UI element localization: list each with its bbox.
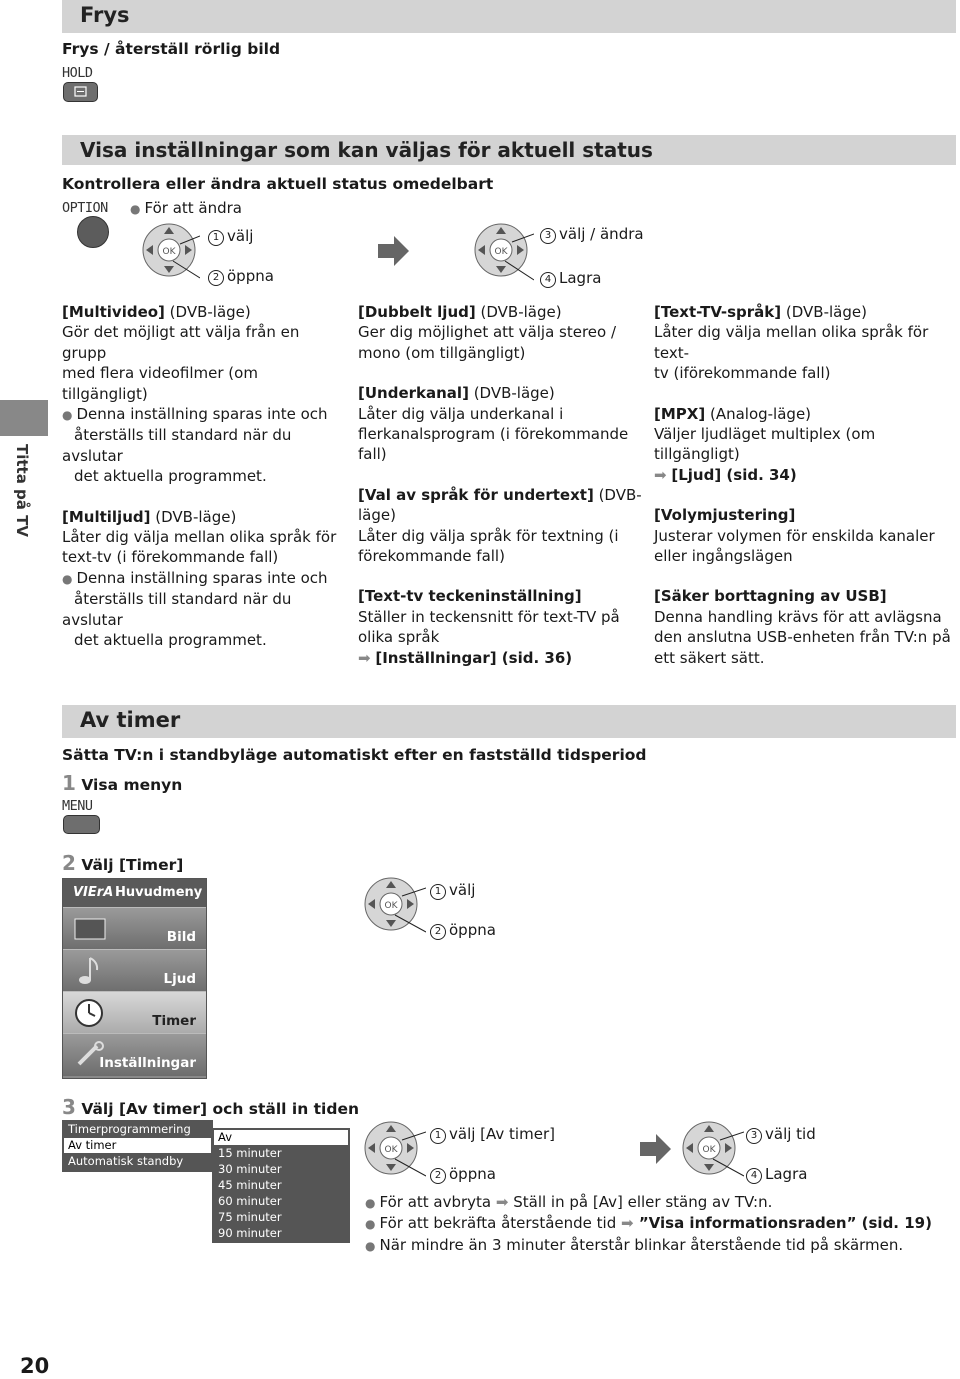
menu-item-bild[interactable]: Bild bbox=[63, 907, 206, 950]
freeze-icon bbox=[64, 83, 97, 101]
clock-icon bbox=[73, 996, 107, 1030]
navigation-pad-icon[interactable] bbox=[362, 876, 426, 936]
option-item[interactable]: 75 minuter bbox=[218, 1210, 282, 1224]
option-underkanal: [Underkanal] (DVB-läge) Låter dig välja underkanal i flerkanalsprogram (i förekommande fall) bbox=[358, 384, 629, 464]
reference-link[interactable]: ”Visa informationsraden” (sid. 19) bbox=[633, 1214, 932, 1233]
av-step-b3-label: 3 välj tid bbox=[746, 1124, 816, 1144]
section-title: Frys bbox=[80, 3, 130, 27]
option-text-tv-sprak: [Text-TV-språk] (DVB-läge) Låter dig välja mellan olika språk för text- tv (iförekommande fall) bbox=[654, 303, 929, 383]
hold-key-label: HOLD bbox=[62, 65, 93, 81]
options-column-1 bbox=[62, 302, 347, 651]
menu-button[interactable] bbox=[63, 815, 100, 834]
option-text-tv-teckeninstallning: [Text-tv teckeninställning] Ställer in teckensnitt för text-TV på olika språk ➡ [Inställningar] (sid. 36) bbox=[358, 587, 620, 667]
brand-logo: VIErA bbox=[73, 885, 114, 900]
next-arrow-icon bbox=[378, 236, 410, 266]
picture-icon bbox=[71, 913, 111, 943]
section-title: Av timer bbox=[80, 708, 181, 732]
list-item-selected[interactable]: Av timer bbox=[64, 1138, 211, 1153]
svg-text:OK: OK bbox=[384, 901, 398, 911]
reference-arrow-icon: ➡ bbox=[654, 465, 667, 484]
step-2-label: 2 öppna bbox=[208, 266, 274, 286]
step-2-heading: 2 Välj [Timer] bbox=[62, 851, 184, 875]
option-volymjustering: [Volymjustering] Justerar volymen för enskilda kanaler eller ingångslägen bbox=[654, 506, 935, 566]
svg-text:OK: OK bbox=[384, 1145, 398, 1155]
navigation-pad-icon[interactable] bbox=[680, 1120, 744, 1180]
notes-list bbox=[365, 1192, 955, 1256]
next-arrow-icon bbox=[640, 1134, 672, 1164]
side-tab-marker bbox=[0, 400, 48, 436]
reference-arrow-icon: ➡ bbox=[358, 648, 371, 667]
av-step-b2-label: 2 öppna bbox=[430, 1164, 496, 1184]
option-mpx: [MPX] (Analog-läge) Väljer ljudläget multiplex (om tillgängligt) ➡ [Ljud] (sid. 34) bbox=[654, 404, 876, 484]
options-column-3 bbox=[654, 302, 954, 668]
page-number: 20 bbox=[20, 1354, 50, 1378]
av-step-1-label: 1 välj bbox=[430, 880, 475, 900]
option-button[interactable] bbox=[77, 216, 109, 248]
note-item: ● För att bekräfta återstående tid ➡ ”Visa informationsraden” (sid. 19) bbox=[365, 1214, 932, 1233]
option-item[interactable]: 60 minuter bbox=[218, 1194, 282, 1208]
reference-link[interactable]: [Ljud] (sid. 34) bbox=[671, 465, 797, 484]
menu-key-label: MENU bbox=[62, 798, 93, 814]
main-menu-title: Huvudmeny bbox=[115, 885, 203, 900]
option-item[interactable]: 30 minuter bbox=[218, 1162, 282, 1176]
option-key-label: OPTION bbox=[62, 200, 108, 216]
section-title: Visa inställningar som kan väljas för aktuell status bbox=[80, 138, 653, 162]
step-3-heading: 3 Välj [Av timer] och ställ in tiden bbox=[62, 1095, 359, 1119]
list-item[interactable]: Automatisk standby bbox=[68, 1154, 184, 1168]
note-item: ● När mindre än 3 minuter återstår blinkar återstående tid på skärmen. bbox=[365, 1235, 904, 1254]
section-header-frys bbox=[62, 0, 956, 33]
side-tab bbox=[0, 400, 48, 578]
change-bullet: ● För att ändra bbox=[130, 199, 242, 217]
reference-arrow-icon: ➡ bbox=[495, 1193, 509, 1211]
menu-item-timer[interactable]: Timer bbox=[63, 991, 206, 1034]
menu-item-installningar[interactable]: Inställningar bbox=[63, 1033, 206, 1076]
option-multiljud: [Multiljud] (DVB-läge) Låter dig välja mellan olika språk för text-tv (i förekommande fall) ● Denna inställning sparas inte och återställs till standard när du avslutar det aktuella programmet. bbox=[62, 507, 337, 650]
option-item-selected[interactable]: Av bbox=[214, 1130, 348, 1145]
option-item[interactable]: 15 minuter bbox=[218, 1146, 282, 1160]
option-multivideo: [Multivideo] (DVB-läge) Gör det möjligt att välja från en grupp med flera videofilmer (om tillgängligt) ● Denna inställning sparas inte och återställs till standard när du avslutar det aktuella programmet. bbox=[62, 303, 328, 486]
av-step-2-label: 2 öppna bbox=[430, 920, 496, 940]
options-column-2 bbox=[358, 302, 643, 668]
main-menu bbox=[62, 878, 207, 1079]
av-step-b1-label: 1 välj [Av timer] bbox=[430, 1124, 555, 1144]
reference-link[interactable]: [Inställningar] (sid. 36) bbox=[375, 648, 573, 667]
frys-subtitle: Frys / återställ rörlig bild bbox=[62, 40, 281, 58]
option-dubbelt-ljud: [Dubbelt ljud] (DVB-läge) Ger dig möjlighet att välja stereo / mono (om tillgängligt) bbox=[358, 303, 617, 362]
main-menu-header bbox=[63, 879, 206, 907]
menu-item-ljud[interactable]: Ljud bbox=[63, 949, 206, 992]
list-item[interactable]: Timerprogrammering bbox=[68, 1122, 191, 1136]
section-header-av-timer bbox=[62, 705, 956, 738]
svg-text:OK: OK bbox=[162, 247, 176, 257]
section-header-visa bbox=[62, 135, 956, 165]
navigation-pad-icon[interactable] bbox=[140, 222, 200, 280]
navigation-pad-icon[interactable] bbox=[362, 1120, 426, 1180]
music-note-icon bbox=[73, 954, 107, 988]
svg-text:OK: OK bbox=[702, 1145, 716, 1155]
visa-subtitle: Kontrollera eller ändra aktuell status omedelbart bbox=[62, 175, 494, 193]
av-step-b4-label: 4 Lagra bbox=[746, 1164, 807, 1184]
note-item: ● För att avbryta ➡ Ställ in på [Av] eller stäng av TV:n. bbox=[365, 1193, 773, 1211]
navigation-pad-icon[interactable] bbox=[472, 222, 534, 282]
step-3-label: 3 välj / ändra bbox=[540, 224, 644, 244]
timer-settings-table bbox=[62, 1120, 350, 1243]
step-4-label: 4 Lagra bbox=[540, 268, 601, 288]
reference-arrow-icon: ➡ bbox=[621, 1214, 634, 1233]
option-saker-borttagning-usb: [Säker borttagning av USB] Denna handling krävs för att avlägsna den anslutna USB-enheten från TV:n på ett säkert sätt. bbox=[654, 587, 951, 667]
step-1-label: 1 välj bbox=[208, 226, 253, 246]
av-timer-subtitle: Sätta TV:n i standbyläge automatiskt efter en fastställd tidsperiod bbox=[62, 746, 647, 764]
svg-text:OK: OK bbox=[494, 247, 508, 257]
option-item[interactable]: 90 minuter bbox=[218, 1226, 282, 1240]
option-item[interactable]: 45 minuter bbox=[218, 1178, 282, 1192]
option-val-av-sprak-for-undertext: [Val av språk för undertext] (DVB- läge) Låter dig välja språk för textning (i förekommande fall) bbox=[358, 485, 642, 566]
hold-button[interactable] bbox=[63, 82, 98, 102]
step-1-heading: 1 Visa menyn bbox=[62, 771, 183, 795]
side-tab-label: Titta på TV bbox=[13, 444, 31, 537]
